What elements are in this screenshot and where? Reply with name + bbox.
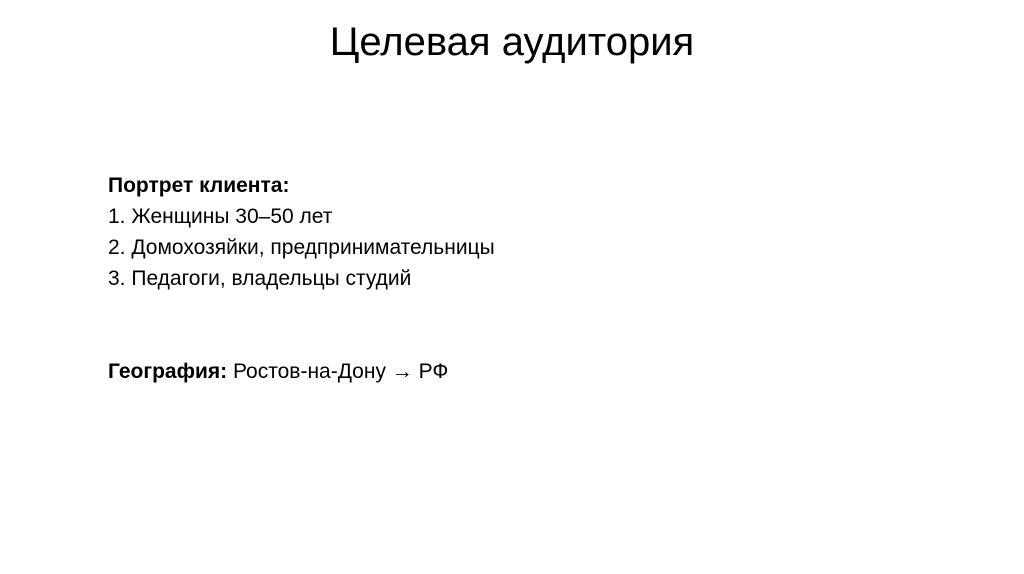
section-spacer [108,294,928,356]
portrait-heading: Портрет клиента: [108,174,290,197]
slide-title: Целевая аудитория [329,20,695,64]
portrait-item-1: 1. Женщины 30–50 лет [108,205,333,228]
geography-line [108,356,928,387]
slide-content [108,170,928,387]
portrait-item-3: 3. Педагоги, владельцы студий [108,267,412,290]
portrait-item-2: 2. Домохозяйки, предпринимательницы [108,236,495,259]
geography-value: Ростов-на-Дону → РФ [227,360,449,383]
geography-label: География: [108,360,228,383]
